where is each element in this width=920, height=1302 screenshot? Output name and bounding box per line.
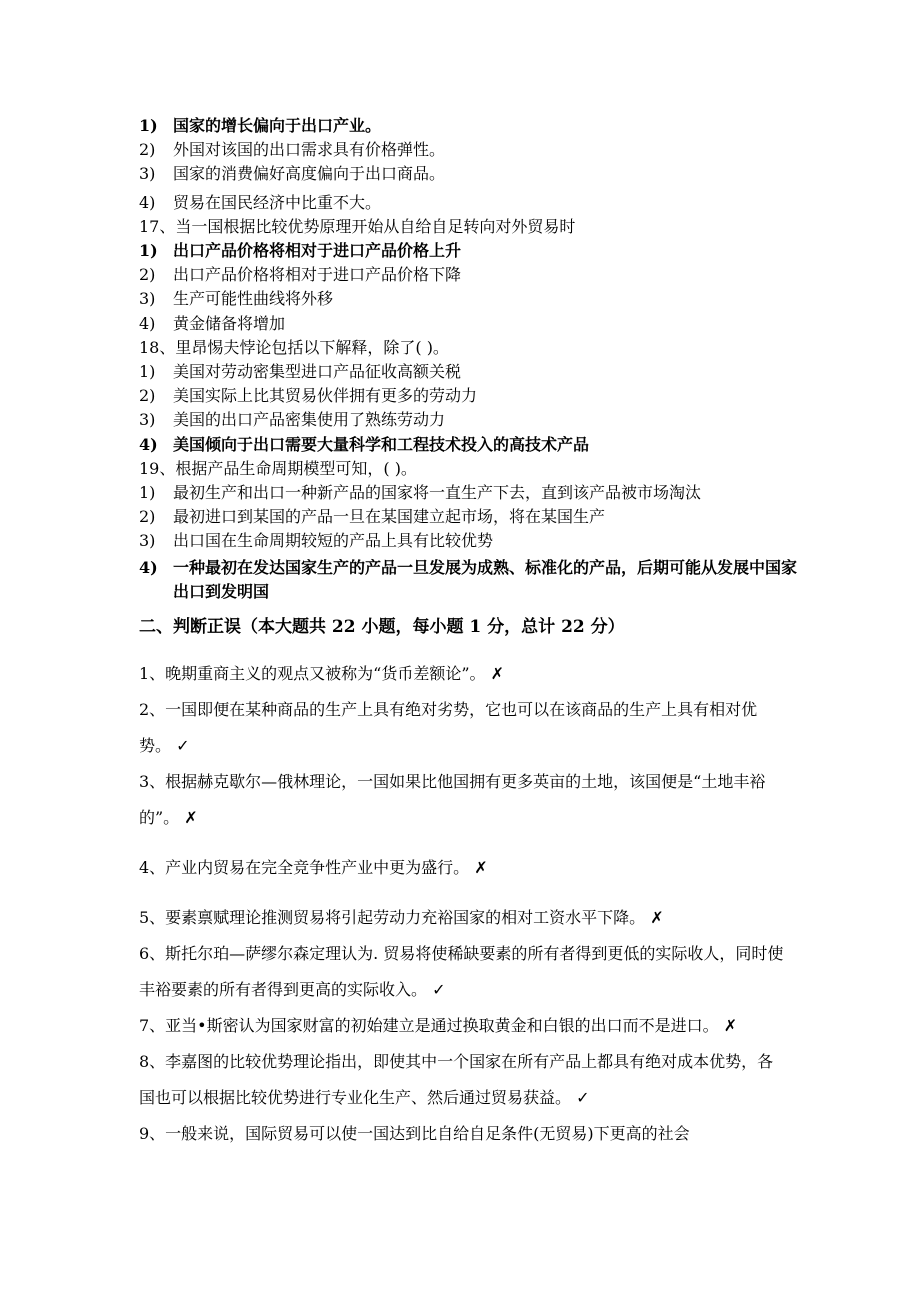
tf-item [139,692,789,764]
tf-item [139,1044,789,1116]
option-number: 2) [139,386,156,406]
tf-item-text: 8、李嘉图的比较优势理论指出，即使其中一个国家在所有产品上都具有绝对成本优势，各国也可以根据比较优势进行专业化生产、然后通过贸易获益。 [139,1052,774,1107]
option-row [139,263,799,287]
tf-item-text: 5、要素禀赋理论推测贸易将引起劳动力充裕国家的相对工资水平下降。 [139,908,646,927]
option-text: 生产可能性曲线将外移 [173,289,334,309]
true-false-list [139,656,789,1152]
question-16-options [139,114,799,604]
option-number: 3) [139,410,156,430]
option-number: 2) [139,507,156,527]
tf-item [139,900,789,936]
option-number: 1) [139,116,158,135]
option-row [139,191,799,215]
option-text: 外国对该国的出口需求具有价格弹性。 [173,140,446,160]
section-heading: 二、判断正误（本大题共 22 小题，每小题 1 分，总计 22 分） [139,617,625,637]
option-number: 1) [139,241,158,261]
cross-mark-icon: ✗ [650,908,664,927]
option-text: 美国的出口产品密集使用了熟练劳动力 [173,410,446,430]
option-text: 美国实际上比其贸易伙伴拥有更多的劳动力 [173,386,478,406]
option-text: 出口国在生命周期较短的产品上具有比较优势 [173,531,494,551]
option-number: 3) [139,531,156,551]
tf-item-text: 7、亚当•斯密认为国家财富的初始建立是通过换取黄金和白银的出口而不是进口。 [139,1016,719,1035]
tf-item-text: 6、斯托尔珀—萨缪尔森定理认为. 贸易将使稀缺要素的所有者得到更低的实际收人，同时使丰裕要素的所有者得到更高的实际收入。 [139,944,784,999]
option-text: 国家的消费偏好高度偏向于出口商品。 [173,164,446,184]
tf-item [139,764,789,836]
option-row [139,287,799,311]
option-row [139,239,799,263]
option-text: 黄金储备将增加 [173,313,286,333]
option-text: 出口产品价格将相对于进口产品价格下降 [173,265,462,285]
tf-item [139,850,789,886]
check-mark-icon: ✓ [576,1088,590,1107]
check-mark-icon: ✓ [432,980,446,999]
tf-item [139,936,789,1008]
option-row [139,114,799,138]
option-text: 出口产品价格将相对于进口产品价格上升 [173,241,462,261]
option-row [139,433,799,457]
option-row [139,481,799,505]
option-row [139,312,799,336]
option-text: 最初生产和出口一种新产品的国家将一直生产下去，直到该产品被市场淘汰 [173,483,702,503]
option-number: 3) [139,289,156,309]
option-number: 4) [139,192,156,212]
cross-mark-icon: ✗ [723,1016,738,1035]
tf-item [139,656,789,692]
option-row [139,384,799,408]
cross-mark-icon: ✗ [474,858,488,877]
option-row [139,505,799,529]
check-mark-icon: ✓ [176,736,190,755]
tf-item-text: 3、根据赫克歇尔—俄林理论，一国如果比他国拥有更多英亩的土地，该国便是“土地丰裕的”。 [139,772,766,827]
tf-item-text: 9、一般来说，国际贸易可以使一国达到比自给自足条件(无贸易)下更高的社会 [139,1124,690,1143]
option-number: 4) [139,557,158,577]
option-row [139,408,799,432]
cross-mark-icon: ✗ [184,808,198,827]
option-number: 1) [139,362,156,382]
option-number: 4) [139,313,156,333]
option-number: 1) [139,483,156,503]
tf-item [139,1116,789,1152]
tf-item [139,1008,789,1044]
question-17-stem: 17、当一国根据比较优势原理开始从自给自足转向对外贸易时 [139,216,576,236]
option-text: 美国倾向于出口需要大量科学和工程技术投入的高技术产品 [173,434,590,454]
option-number: 3) [139,164,156,184]
option-text: 国家的增长偏向于出口产业。 [173,116,382,135]
option-row [139,360,799,384]
option-row [139,162,799,186]
option-number: 2) [139,140,156,160]
option-row [139,556,799,604]
option-row [139,138,799,162]
option-text: 一种最初在发达国家生产的产品一旦发展为成熟、标准化的产品，后期可能从发展中国家出口到发明国 [173,557,798,601]
tf-item-text: 1、晚期重商主义的观点又被称为“货币差额论”。 [139,664,486,683]
option-text: 最初进口到某国的产品一旦在某国建立起市场，将在某国生产 [173,507,606,527]
option-number: 2) [139,265,156,285]
question-18-stem: 18、里昂惕夫悖论包括以下解释，除了( )。 [139,337,449,357]
question-19-stem: 19、根据产品生命周期模型可知，( )。 [139,458,417,478]
option-row [139,529,799,553]
tf-item-text: 2、一国即便在某种商品的生产上具有绝对劣势，它也可以在该商品的生产上具有相对优势。 [139,700,758,755]
option-text: 美国对劳动密集型进口产品征收高额关税 [173,362,462,382]
option-number: 4) [139,434,158,454]
cross-mark-icon: ✗ [490,664,505,683]
tf-item-text: 4、产业内贸易在完全竞争性产业中更为盛行。 [139,858,470,877]
option-text: 贸易在国民经济中比重不大。 [173,192,382,212]
